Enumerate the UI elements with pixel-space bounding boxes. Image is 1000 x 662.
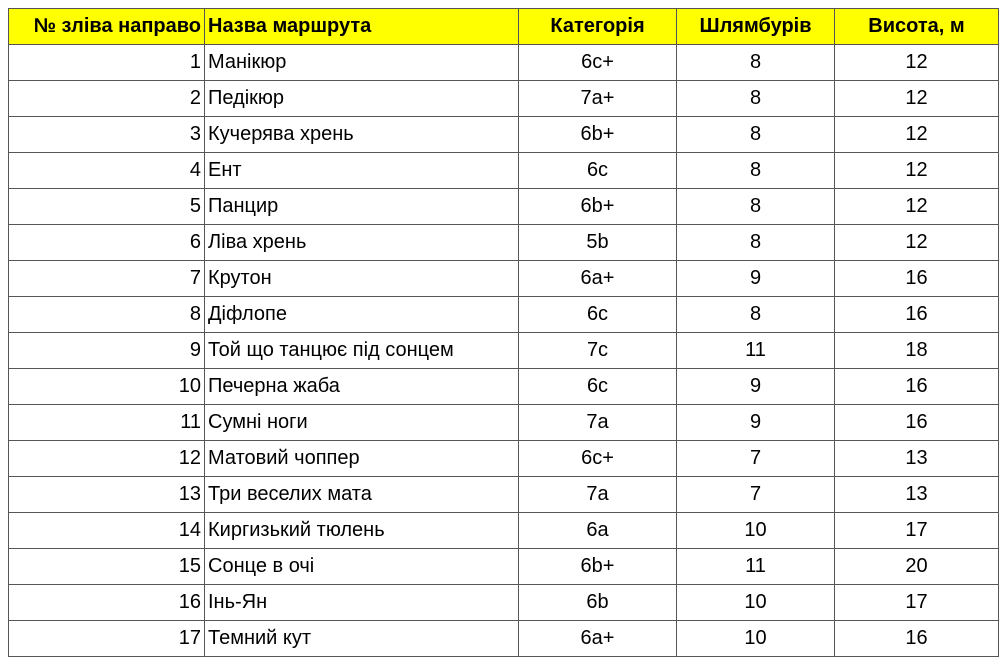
routes-table	[8, 8, 999, 657]
cell-category: 6c+	[519, 45, 677, 81]
cell-bolts: 7	[677, 477, 835, 513]
cell-number: 7	[9, 261, 205, 297]
cell-name: Сумні ноги	[205, 405, 519, 441]
cell-name: Діфлопе	[205, 297, 519, 333]
cell-height: 13	[835, 441, 999, 477]
cell-number: 9	[9, 333, 205, 369]
cell-name: Кучерява хрень	[205, 117, 519, 153]
cell-name: Ент	[205, 153, 519, 189]
cell-name: Матовий чоппер	[205, 441, 519, 477]
cell-height: 12	[835, 225, 999, 261]
table-row	[9, 369, 999, 405]
cell-category: 6c+	[519, 441, 677, 477]
cell-height: 20	[835, 549, 999, 585]
table-row	[9, 405, 999, 441]
cell-category: 6b+	[519, 549, 677, 585]
cell-category: 6a	[519, 513, 677, 549]
cell-height: 16	[835, 261, 999, 297]
header-category: Категорія	[519, 9, 677, 45]
cell-name: Панцир	[205, 189, 519, 225]
cell-category: 6b+	[519, 189, 677, 225]
header-height: Висота, м	[835, 9, 999, 45]
table-row	[9, 333, 999, 369]
cell-category: 6c	[519, 369, 677, 405]
cell-category: 6c	[519, 153, 677, 189]
header-number: № зліва направо	[9, 9, 205, 45]
cell-bolts: 8	[677, 81, 835, 117]
table-row	[9, 585, 999, 621]
cell-height: 16	[835, 621, 999, 657]
cell-height: 12	[835, 153, 999, 189]
table-row	[9, 297, 999, 333]
cell-height: 12	[835, 189, 999, 225]
cell-bolts: 8	[677, 117, 835, 153]
cell-bolts: 9	[677, 261, 835, 297]
cell-height: 18	[835, 333, 999, 369]
table-row	[9, 513, 999, 549]
cell-name: Три веселих мата	[205, 477, 519, 513]
cell-name: Педікюр	[205, 81, 519, 117]
cell-number: 11	[9, 405, 205, 441]
cell-category: 6b	[519, 585, 677, 621]
cell-number: 5	[9, 189, 205, 225]
cell-number: 3	[9, 117, 205, 153]
cell-height: 13	[835, 477, 999, 513]
table-row	[9, 477, 999, 513]
cell-height: 17	[835, 585, 999, 621]
cell-bolts: 11	[677, 333, 835, 369]
table-row	[9, 45, 999, 81]
table-row	[9, 189, 999, 225]
cell-category: 7a	[519, 477, 677, 513]
cell-number: 10	[9, 369, 205, 405]
cell-height: 16	[835, 405, 999, 441]
cell-name: Темний кут	[205, 621, 519, 657]
cell-bolts: 10	[677, 621, 835, 657]
cell-name: Киргизький тюлень	[205, 513, 519, 549]
cell-category: 6b+	[519, 117, 677, 153]
cell-number: 2	[9, 81, 205, 117]
cell-bolts: 10	[677, 513, 835, 549]
cell-number: 16	[9, 585, 205, 621]
cell-category: 6a+	[519, 621, 677, 657]
cell-bolts: 9	[677, 369, 835, 405]
cell-category: 6c	[519, 297, 677, 333]
cell-category: 7c	[519, 333, 677, 369]
cell-height: 17	[835, 513, 999, 549]
table-row	[9, 81, 999, 117]
table-body	[9, 45, 999, 657]
cell-name: Крутон	[205, 261, 519, 297]
cell-height: 16	[835, 369, 999, 405]
cell-name: Печерна жаба	[205, 369, 519, 405]
header-bolts: Шлямбурів	[677, 9, 835, 45]
cell-bolts: 9	[677, 405, 835, 441]
cell-bolts: 10	[677, 585, 835, 621]
cell-name: Манікюр	[205, 45, 519, 81]
cell-number: 12	[9, 441, 205, 477]
table-row	[9, 441, 999, 477]
cell-height: 12	[835, 45, 999, 81]
cell-category: 5b	[519, 225, 677, 261]
cell-bolts: 7	[677, 441, 835, 477]
cell-number: 8	[9, 297, 205, 333]
cell-category: 6a+	[519, 261, 677, 297]
cell-bolts: 8	[677, 45, 835, 81]
cell-number: 15	[9, 549, 205, 585]
cell-height: 12	[835, 117, 999, 153]
cell-category: 7a	[519, 405, 677, 441]
table-header	[9, 9, 999, 45]
table-row	[9, 117, 999, 153]
cell-category: 7a+	[519, 81, 677, 117]
cell-height: 12	[835, 81, 999, 117]
cell-number: 1	[9, 45, 205, 81]
cell-number: 4	[9, 153, 205, 189]
cell-name: Той що танцює під сонцем	[205, 333, 519, 369]
cell-number: 14	[9, 513, 205, 549]
cell-number: 6	[9, 225, 205, 261]
table-row	[9, 153, 999, 189]
table-row	[9, 621, 999, 657]
cell-bolts: 8	[677, 189, 835, 225]
header-name: Назва маршрута	[205, 9, 519, 45]
cell-name: Ліва хрень	[205, 225, 519, 261]
cell-bolts: 8	[677, 297, 835, 333]
cell-name: Сонце в очі	[205, 549, 519, 585]
cell-height: 16	[835, 297, 999, 333]
cell-bolts: 8	[677, 153, 835, 189]
table-row	[9, 225, 999, 261]
cell-number: 17	[9, 621, 205, 657]
cell-bolts: 11	[677, 549, 835, 585]
header-row	[9, 9, 999, 45]
cell-bolts: 8	[677, 225, 835, 261]
table-row	[9, 549, 999, 585]
table-row	[9, 261, 999, 297]
cell-number: 13	[9, 477, 205, 513]
cell-name: Інь-Ян	[205, 585, 519, 621]
